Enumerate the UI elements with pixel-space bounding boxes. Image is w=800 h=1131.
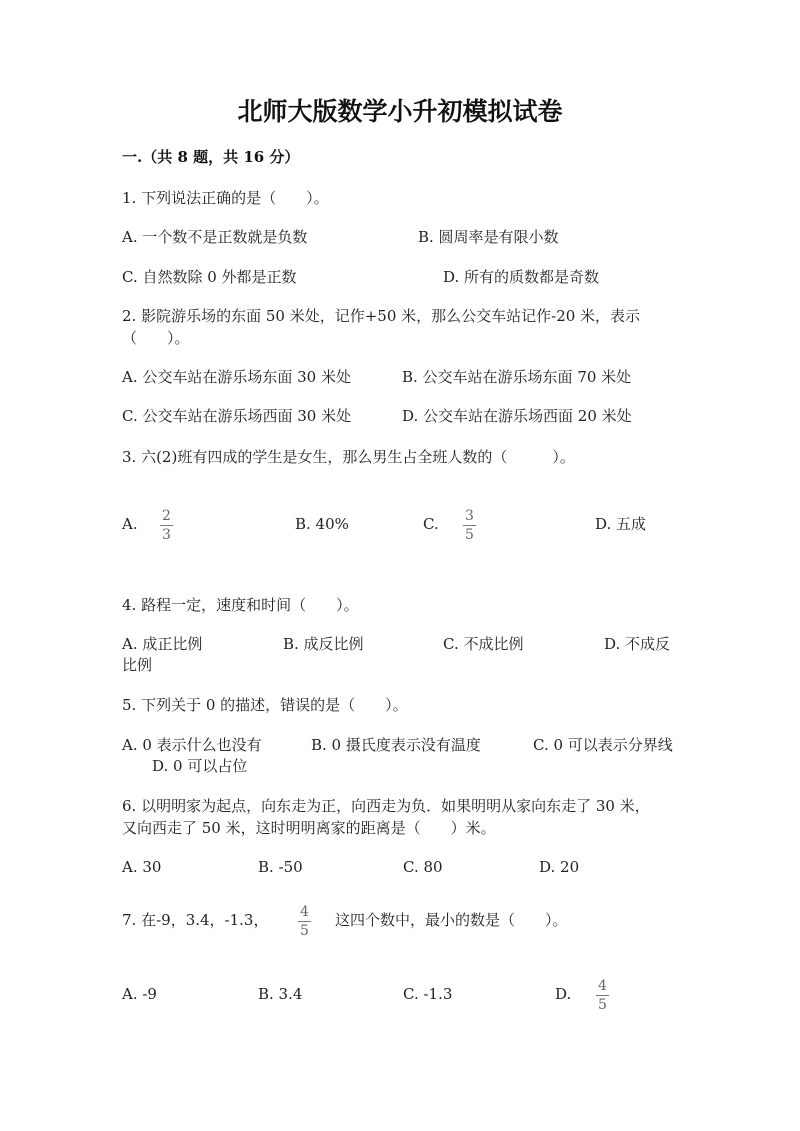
question-7-stem-end: 这四个数中，最小的数是（ ）。 [335,911,568,929]
question-1-option-b: B. 圆周率是有限小数 [418,228,559,246]
question-1-option-c: C. 自然数除 0 外都是正数 [122,268,297,286]
question-2-option-b: B. 公交车站在游乐场东面 70 米处 [402,368,632,386]
question-4-stem: 4. 路程一定，速度和时间（ ）。 [122,596,359,614]
fraction-bar [596,995,609,996]
question-3-stem: 3. 六(2)班有四成的学生是女生，那么男生占全班人数的（ ）。 [122,448,575,466]
question-4-option-b: B. 成反比例 [283,635,364,653]
fraction-numerator: 3 [465,508,474,524]
question-2-stem: 2. 影院游乐场的东面 50 米处，记作+50 米，那么公交车站记作-20 米，表示（ ）。 [122,307,641,347]
question-6-stem-line-2: 又向西走了 50 米，这时明明离家的距离是（ ）米。 [122,819,496,837]
question-5-option-a: A. 0 表示什么也没有 [122,736,262,754]
fraction-bar [160,525,173,526]
section-heading: 一.（共 8 题，共 16 分） [122,148,300,166]
question-4-option-d: D. 不成反 [604,635,671,653]
question-4-option-d-continued: 比例 [122,656,153,674]
question-2-option-d: D. 公交车站在游乐场西面 20 米处 [402,407,632,425]
question-7-option-d-fraction [596,978,609,1013]
question-4-option-c: C. 不成比例 [443,635,524,653]
question-6-option-d: D. 20 [539,858,580,876]
question-6-option-b: B. -50 [258,858,303,876]
question-1-stem: 1. 下列说法正确的是（ ）。 [122,189,329,207]
question-6-option-a: A. 30 [122,858,162,876]
question-3-option-c-fraction [463,508,476,543]
question-7-stem-start: 7. 在-9，3.4，-1.3， [122,911,269,929]
fraction-denominator: 3 [162,527,171,543]
question-5-stem: 5. 下列关于 0 的描述，错误的是（ ）。 [122,696,408,714]
question-4-option-a: A. 成正比例 [122,635,203,653]
question-7-option-c: C. -1.3 [403,985,453,1003]
question-1-option-d: D. 所有的质数都是奇数 [443,268,600,286]
question-7-option-a: A. -9 [122,985,157,1003]
question-5-option-c: C. 0 可以表示分界线 [533,736,673,754]
question-3-option-a-fraction [160,508,173,543]
fraction-denominator: 5 [465,527,474,543]
fraction-numerator: 4 [300,904,309,920]
fraction-bar [463,525,476,526]
fraction-bar [298,921,311,922]
question-1-option-a: A. 一个数不是正数就是负数 [122,228,308,246]
question-5-option-b: B. 0 摄氏度表示没有温度 [311,736,481,754]
fraction-numerator: 2 [162,508,171,524]
question-3-option-a-label: A. [122,515,138,533]
fraction-denominator: 5 [598,997,607,1013]
question-7-option-d-label: D. [555,985,572,1003]
question-6-stem-line-1: 6. 以明明家为起点，向东走为正，向西走为负．如果明明从家向东走了 30 米， [122,797,650,815]
fraction-denominator: 5 [300,923,309,939]
question-6-option-c: C. 80 [403,858,443,876]
question-3-option-c-label: C. [423,515,439,533]
fraction-numerator: 4 [598,978,607,994]
question-5-option-d: D. 0 可以占位 [152,757,248,775]
question-2-option-c: C. 公交车站在游乐场西面 30 米处 [122,407,352,425]
question-3-option-b: B. 40% [295,515,349,533]
question-7-stem-fraction [298,904,311,939]
page-title: 北师大版数学小升初模拟试卷 [237,97,563,126]
question-7-option-b: B. 3.4 [258,985,303,1003]
question-2-option-a: A. 公交车站在游乐场东面 30 米处 [122,368,351,386]
question-3-option-d: D. 五成 [595,515,647,533]
